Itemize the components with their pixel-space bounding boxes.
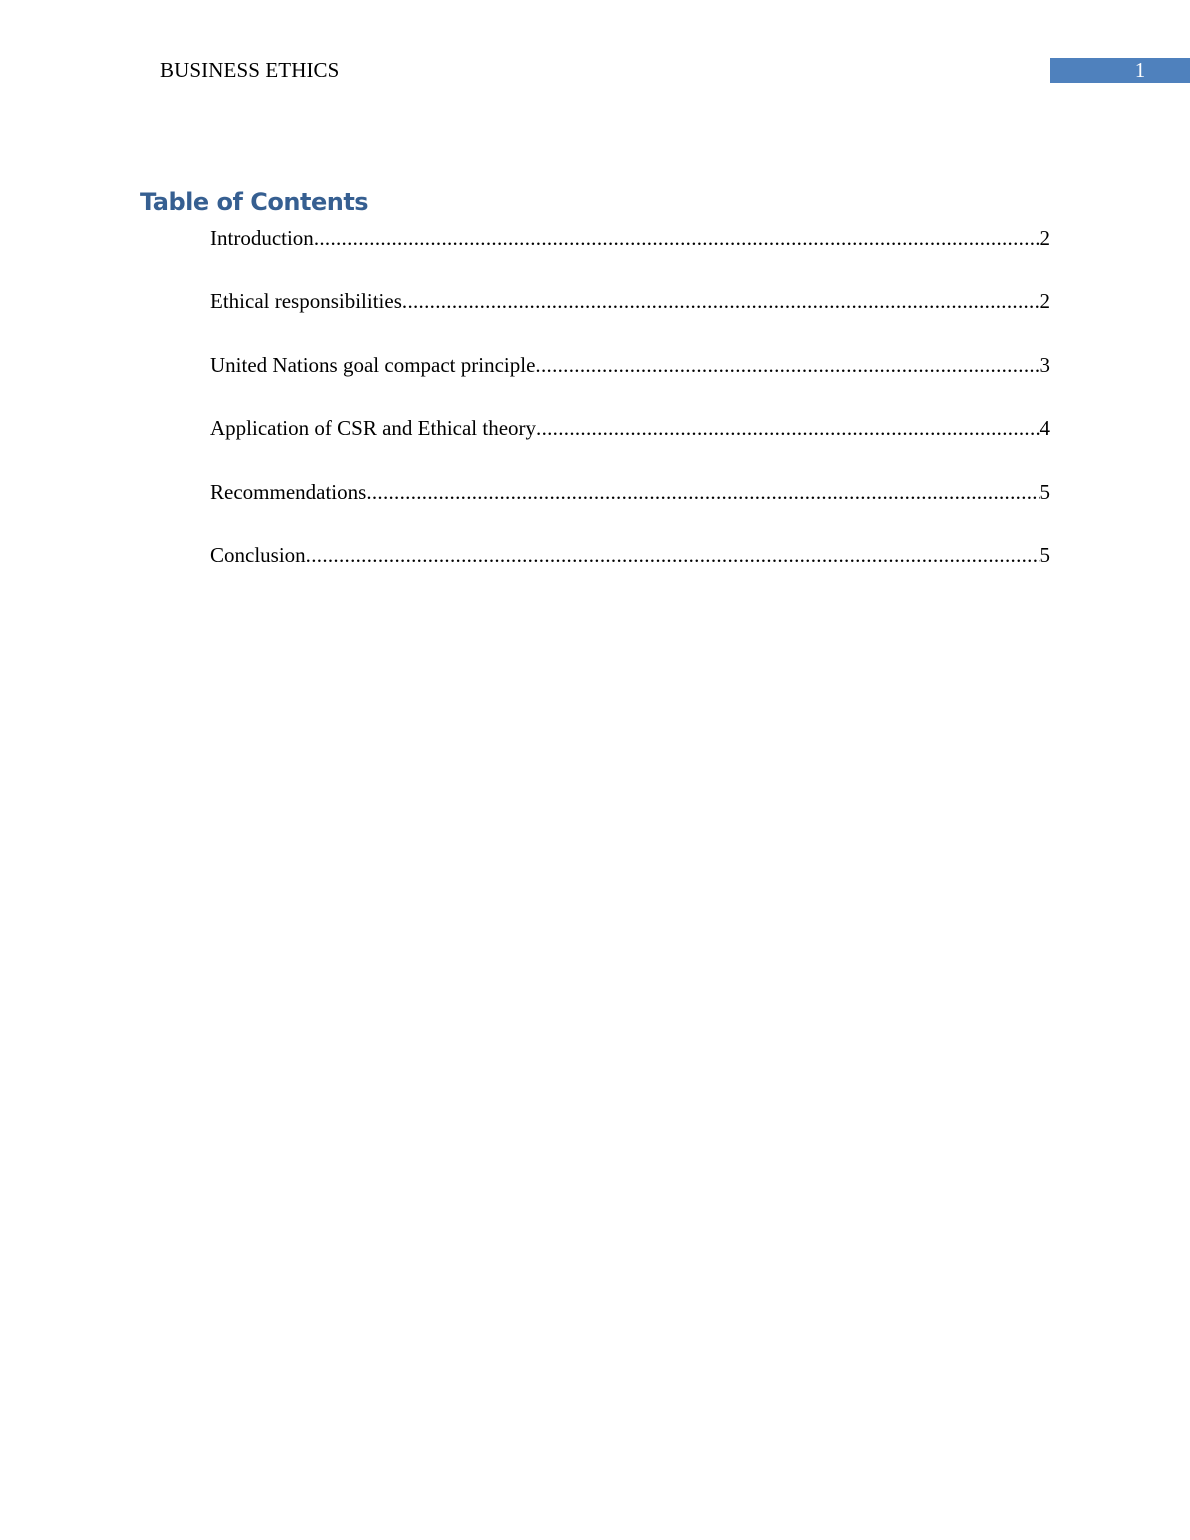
- toc-entry-page[interactable]: 3: [1039, 352, 1050, 377]
- toc-entry-page[interactable]: 2: [1039, 289, 1050, 314]
- toc-entry-page[interactable]: 2: [1039, 226, 1050, 250]
- toc-entry-label[interactable]: Ethical responsibilities: [210, 289, 402, 314]
- toc-entry-label[interactable]: Introduction: [210, 226, 314, 250]
- table-of-contents: [210, 222, 1050, 602]
- toc-dot-leader: [536, 412, 1039, 444]
- toc-dot-leader: [535, 349, 1039, 381]
- toc-dot-leader: [314, 222, 1040, 254]
- toc-entry-ethical-responsibilities[interactable]: [210, 285, 1050, 348]
- page-number: 1: [1134, 58, 1146, 82]
- toc-entry-label[interactable]: Conclusion: [210, 542, 306, 567]
- toc-dot-leader: [402, 285, 1040, 317]
- toc-entry-label[interactable]: Application of CSR and Ethical theory: [210, 416, 537, 441]
- toc-entry-csr-ethical-theory[interactable]: [210, 412, 1050, 475]
- toc-entry-conclusion[interactable]: [210, 539, 1050, 602]
- toc-entry-recommendations[interactable]: [210, 476, 1050, 539]
- toc-title: Table of Contents: [140, 188, 369, 216]
- toc-entry-label[interactable]: Recommendations: [210, 479, 367, 504]
- toc-dot-leader: [366, 476, 1039, 508]
- toc-entry-page[interactable]: 4: [1039, 416, 1050, 441]
- toc-dot-leader: [306, 539, 1040, 571]
- toc-entry-page[interactable]: 5: [1039, 542, 1050, 567]
- running-header-title: BUSINESS ETHICS: [160, 58, 340, 82]
- toc-entry-page[interactable]: 5: [1039, 479, 1050, 504]
- toc-entry-introduction[interactable]: [210, 222, 1050, 285]
- toc-entry-un-compact[interactable]: [210, 349, 1050, 412]
- toc-entry-label[interactable]: United Nations goal compact principle: [210, 352, 536, 377]
- page-number-box: [1050, 58, 1190, 83]
